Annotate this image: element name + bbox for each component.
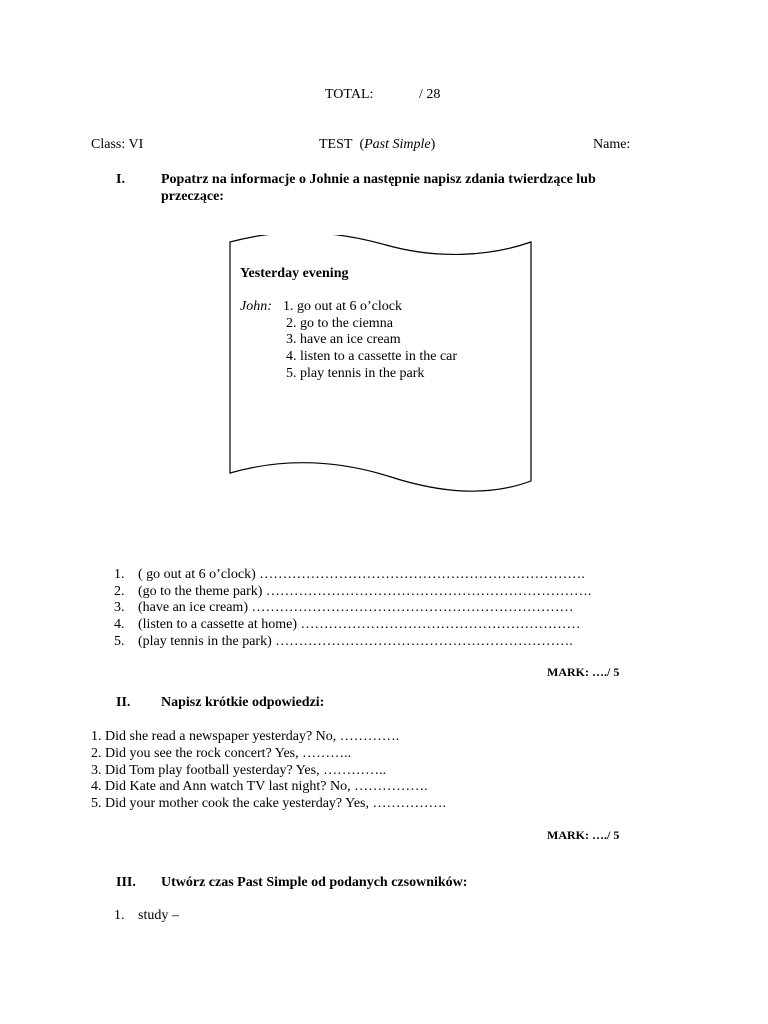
section1-mark: MARK: …./ 5	[547, 665, 620, 679]
name-label: Name:	[593, 137, 631, 152]
card-item: 4. listen to a cassette in the car	[286, 349, 458, 364]
card-item: 1. go out at 6 o’clock	[283, 299, 402, 314]
card-name: John:	[240, 299, 272, 314]
question-line: 4. Did Kate and Ann watch TV last night? No, …………….	[91, 779, 428, 794]
task-text: (go to the theme park) …………………………………………………………….	[138, 584, 592, 599]
test-title: TEST (Past Simple)	[319, 137, 436, 152]
total-value: / 28	[419, 87, 441, 102]
task-text: ( go out at 6 o’clock) …………………………………………………………….	[138, 567, 585, 582]
question-line: 3. Did Tom play football yesterday? Yes, …………..	[91, 763, 387, 778]
section1-instruction-line2: przeczące:	[161, 189, 224, 204]
task-number: 1.	[114, 567, 125, 582]
total-label: TOTAL:	[325, 87, 374, 102]
question-line: 2. Did you see the rock concert? Yes, ………..	[91, 746, 352, 761]
question-line: 1. Did she read a newspaper yesterday? No, ………….	[91, 729, 400, 744]
task-text: (have an ice cream) ……………………………………………………………	[138, 600, 574, 615]
test-topic: Past Simple	[364, 137, 431, 152]
section3-instruction: Utwórz czas Past Simple od podanych czsowników:	[161, 875, 468, 890]
test-label: TEST	[319, 137, 353, 152]
task-number: 2.	[114, 584, 125, 599]
card-item: 5. play tennis in the park	[286, 366, 425, 381]
section3-numeral: III.	[116, 875, 136, 890]
section2-instruction: Napisz krótkie odpowiedzi:	[161, 695, 325, 710]
card-item: 3. have an ice cream	[286, 332, 401, 347]
section1-instruction-line1: Popatrz na informacje o Johnie a następnie napisz zdania twierdzące lub	[161, 172, 596, 187]
item-text: study –	[138, 908, 179, 923]
card-title: Yesterday evening	[240, 266, 349, 281]
section1-numeral: I.	[116, 172, 125, 187]
class-label: Class: VI	[91, 137, 144, 152]
task-number: 4.	[114, 617, 125, 632]
item-number: 1.	[114, 908, 125, 923]
task-number: 5.	[114, 634, 125, 649]
question-line: 5. Did your mother cook the cake yesterday? Yes, …………….	[91, 796, 446, 811]
section2-mark: MARK: …./ 5	[547, 828, 620, 842]
task-text: (listen to a cassette at home) ……………………………………………………	[138, 617, 581, 632]
task-number: 3.	[114, 600, 125, 615]
task-text: (play tennis in the park) ……………………………………………………….	[138, 634, 573, 649]
section2-numeral: II.	[116, 695, 131, 710]
card-item: 2. go to the ciemna	[286, 316, 393, 331]
